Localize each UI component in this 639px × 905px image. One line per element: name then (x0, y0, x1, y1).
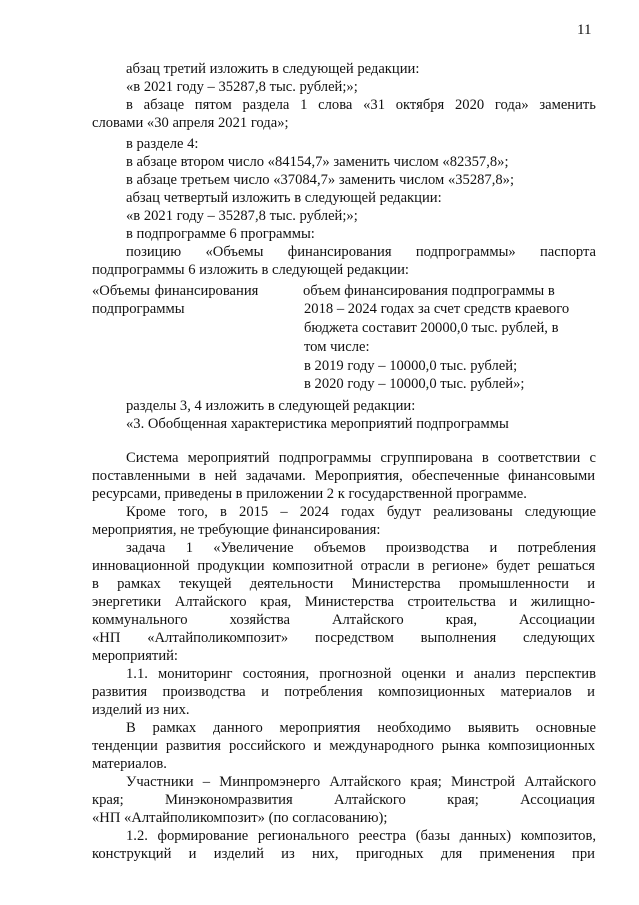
text-line: абзац третий изложить в следующей редакции: (126, 61, 420, 77)
table-row-label: подпрограммы (92, 301, 185, 317)
text-line: «НП «Алтайполикомпозит» (по согласованию); (92, 810, 388, 826)
text-line: мероприятия, не требующие финансирования: (92, 522, 381, 538)
text-line: задача 1 «Увеличение объемов производства и потребления (126, 540, 596, 556)
text-line: «НП «Алтайполикомпозит» посредством выполнения следующих (92, 630, 595, 646)
text-line: энергетики Алтайского края, Министерства строительства и жилищно- (92, 594, 595, 610)
text-line: мероприятий: (92, 648, 178, 664)
text-line: развития производства и потребления композиционных материалов и (92, 684, 595, 700)
text-line: позицию «Объемы финансирования подпрограммы» паспорта (126, 244, 597, 260)
text-line: в разделе 4: (126, 136, 199, 152)
text-line: «в 2021 году – 35287,8 тыс. рублей;»; (126, 79, 358, 95)
table-row-value: объем финансирования подпрограммы в (303, 283, 555, 299)
text-line: Кроме того, в 2015 – 2024 годах будут реализованы следующие (126, 504, 597, 520)
text-line: в подпрограмме 6 программы: (126, 226, 315, 242)
text-line: В рамках данного мероприятия необходимо выявить основные (126, 720, 597, 736)
text-line: в абзаце третьем число «37084,7» заменить числом «35287,8»; (126, 172, 515, 188)
text-line: 1.2. формирование регионального реестра (базы данных) композитов, (126, 828, 597, 844)
text-line: ресурсами, приведены в приложении 2 к государственной программе. (92, 486, 527, 502)
table-row-value: 2018 – 2024 годах за счет средств краевого (304, 301, 570, 317)
text-line: тенденции развития российского и международного рынка композиционных (92, 738, 595, 754)
text-line: изделий из них. (92, 702, 190, 718)
table-row-value: бюджета составит 20000,0 тыс. рублей, в (304, 320, 559, 336)
text-line: разделы 3, 4 изложить в следующей редакции: (126, 398, 416, 414)
table-row-label: «Объемы финансирования (92, 283, 259, 299)
text-line: Система мероприятий подпрограммы сгруппирована в соответствии с (126, 450, 596, 466)
text-line: поставленными в ней задачами. Мероприятия, обеспеченные финансовыми (92, 468, 596, 484)
text-line: в рамках текущей деятельности Министерства промышленности и (92, 576, 596, 592)
text-line: словами «30 апреля 2021 года»; (92, 115, 289, 131)
text-line: «в 2021 году – 35287,8 тыс. рублей;»; (126, 208, 358, 224)
text-line: 1.1. мониторинг состояния, прогнозной оценки и анализ перспектив (126, 666, 596, 682)
text-line: края; Минэкономразвития Алтайского края; Ассоциация (92, 792, 595, 808)
text-line: материалов. (92, 756, 167, 772)
table-row-value: том числе: (304, 339, 370, 355)
text-line: абзац четвертый изложить в следующей редакции: (126, 190, 442, 206)
text-line: подпрограммы 6 изложить в следующей редакции: (92, 262, 409, 278)
text-line: в абзаце втором число «84154,7» заменить числом «82357,8»; (126, 154, 509, 170)
page-number: 11 (577, 22, 592, 38)
text-line: конструкций и изделий из них, пригодных для применения при (92, 846, 595, 862)
section-heading: «3. Обобщенная характеристика мероприятий подпрограммы (126, 416, 509, 432)
table-row-value: в 2019 году – 10000,0 тыс. рублей; (304, 358, 518, 374)
text-line: инновационной продукции композитной отрасли в регионе» будет решаться (92, 558, 596, 574)
text-line: Участники – Минпромэнерго Алтайского края; Минстрой Алтайского (126, 774, 596, 790)
table-row-value: в 2020 году – 10000,0 тыс. рублей»; (304, 376, 525, 392)
text-line: коммунального хозяйства Алтайского края, Ассоциации (92, 612, 595, 628)
text-line: в абзаце пятом раздела 1 слова «31 октября 2020 года» заменить (126, 97, 596, 113)
